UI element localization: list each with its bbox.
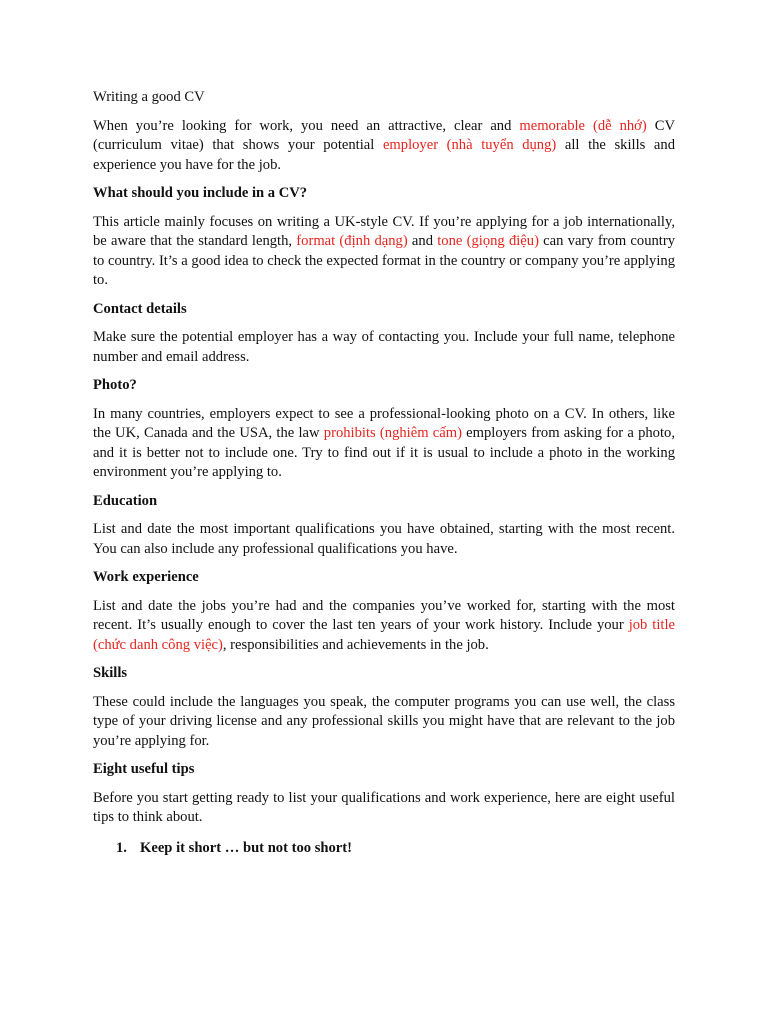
work-text-1: List and date the jobs you’re had and the companies you’ve worked for, starting with the most recent. It’s usually enough to cover the last ten years of your work history. Include your	[93, 597, 675, 633]
include-paragraph	[93, 213, 675, 291]
intro-text-3: all the skills and experience you have for the job.	[93, 137, 675, 173]
intro-text-2: CV (curriculum vitae) that shows your potential	[93, 117, 676, 153]
include-text-2: and	[407, 233, 438, 249]
heading-work-experience: Work experience	[93, 569, 199, 585]
heading-contact-details: Contact details	[93, 300, 187, 317]
education-paragraph: List and date the most important qualifications you have obtained, starting with the most recent. You can also include any professional qualifications you have.	[93, 521, 675, 557]
intro-text-1: When you’re looking for work, you need an attractive, clear and	[93, 117, 520, 134]
include-text-1: This article mainly focuses on writing a UK-style CV. If you’re applying for a job internationally, be aware that the standard length,	[93, 213, 675, 249]
include-highlight-format: format (định dạng)	[296, 233, 408, 249]
work-highlight-job-title: job title (chức danh công việc)	[93, 617, 676, 653]
include-text-3: can vary from country to country. It’s a good idea to check the expected format in the country or company you’re applying to.	[93, 233, 676, 288]
list-item-number: 1.	[116, 839, 127, 856]
work-paragraph	[93, 597, 675, 656]
contact-paragraph: Make sure the potential employer has a way of contacting you. Include your full name, telephone number and email address.	[93, 329, 675, 365]
intro-paragraph	[93, 117, 675, 176]
list-item-label: Keep it short … but not too short!	[140, 839, 353, 856]
document-title: Writing a good CV	[93, 89, 205, 105]
heading-education: Education	[93, 492, 158, 509]
photo-text-2: employers from asking for a photo, and it is better not to include one. Try to find out if it is usual to include a photo in the working environment you’re applying to.	[93, 425, 675, 480]
list-item	[116, 839, 675, 859]
include-highlight-tone: tone (giọng điệu)	[437, 233, 539, 249]
heading-what-to-include: What should you include in a CV?	[93, 185, 308, 201]
heading-skills: Skills	[93, 665, 128, 681]
intro-highlight-employer: employer (nhà tuyển dụng)	[382, 137, 557, 153]
intro-highlight-memorable: memorable (dễ nhớ)	[519, 117, 647, 134]
photo-text-1: In many countries, employers expect to see a professional-looking photo on a CV. In others, like the UK, Canada and the USA, the law	[93, 405, 675, 441]
heading-eight-useful-tips: Eight useful tips	[93, 761, 195, 777]
skills-paragraph: These could include the languages you speak, the computer programs you can use well, the class type of your driving license and any professional skills you might have that are relevant to the job you’re applying for.	[93, 693, 675, 749]
photo-highlight-prohibits: prohibits (nghiêm cấm)	[323, 425, 462, 441]
tips-paragraph: Before you start getting ready to list your qualifications and work experience, here are eight useful tips to think about.	[93, 789, 675, 825]
work-text-2: , responsibilities and achievements in the job.	[222, 636, 489, 653]
heading-photo: Photo?	[93, 377, 137, 393]
photo-paragraph	[93, 405, 675, 483]
document-body	[93, 88, 675, 858]
